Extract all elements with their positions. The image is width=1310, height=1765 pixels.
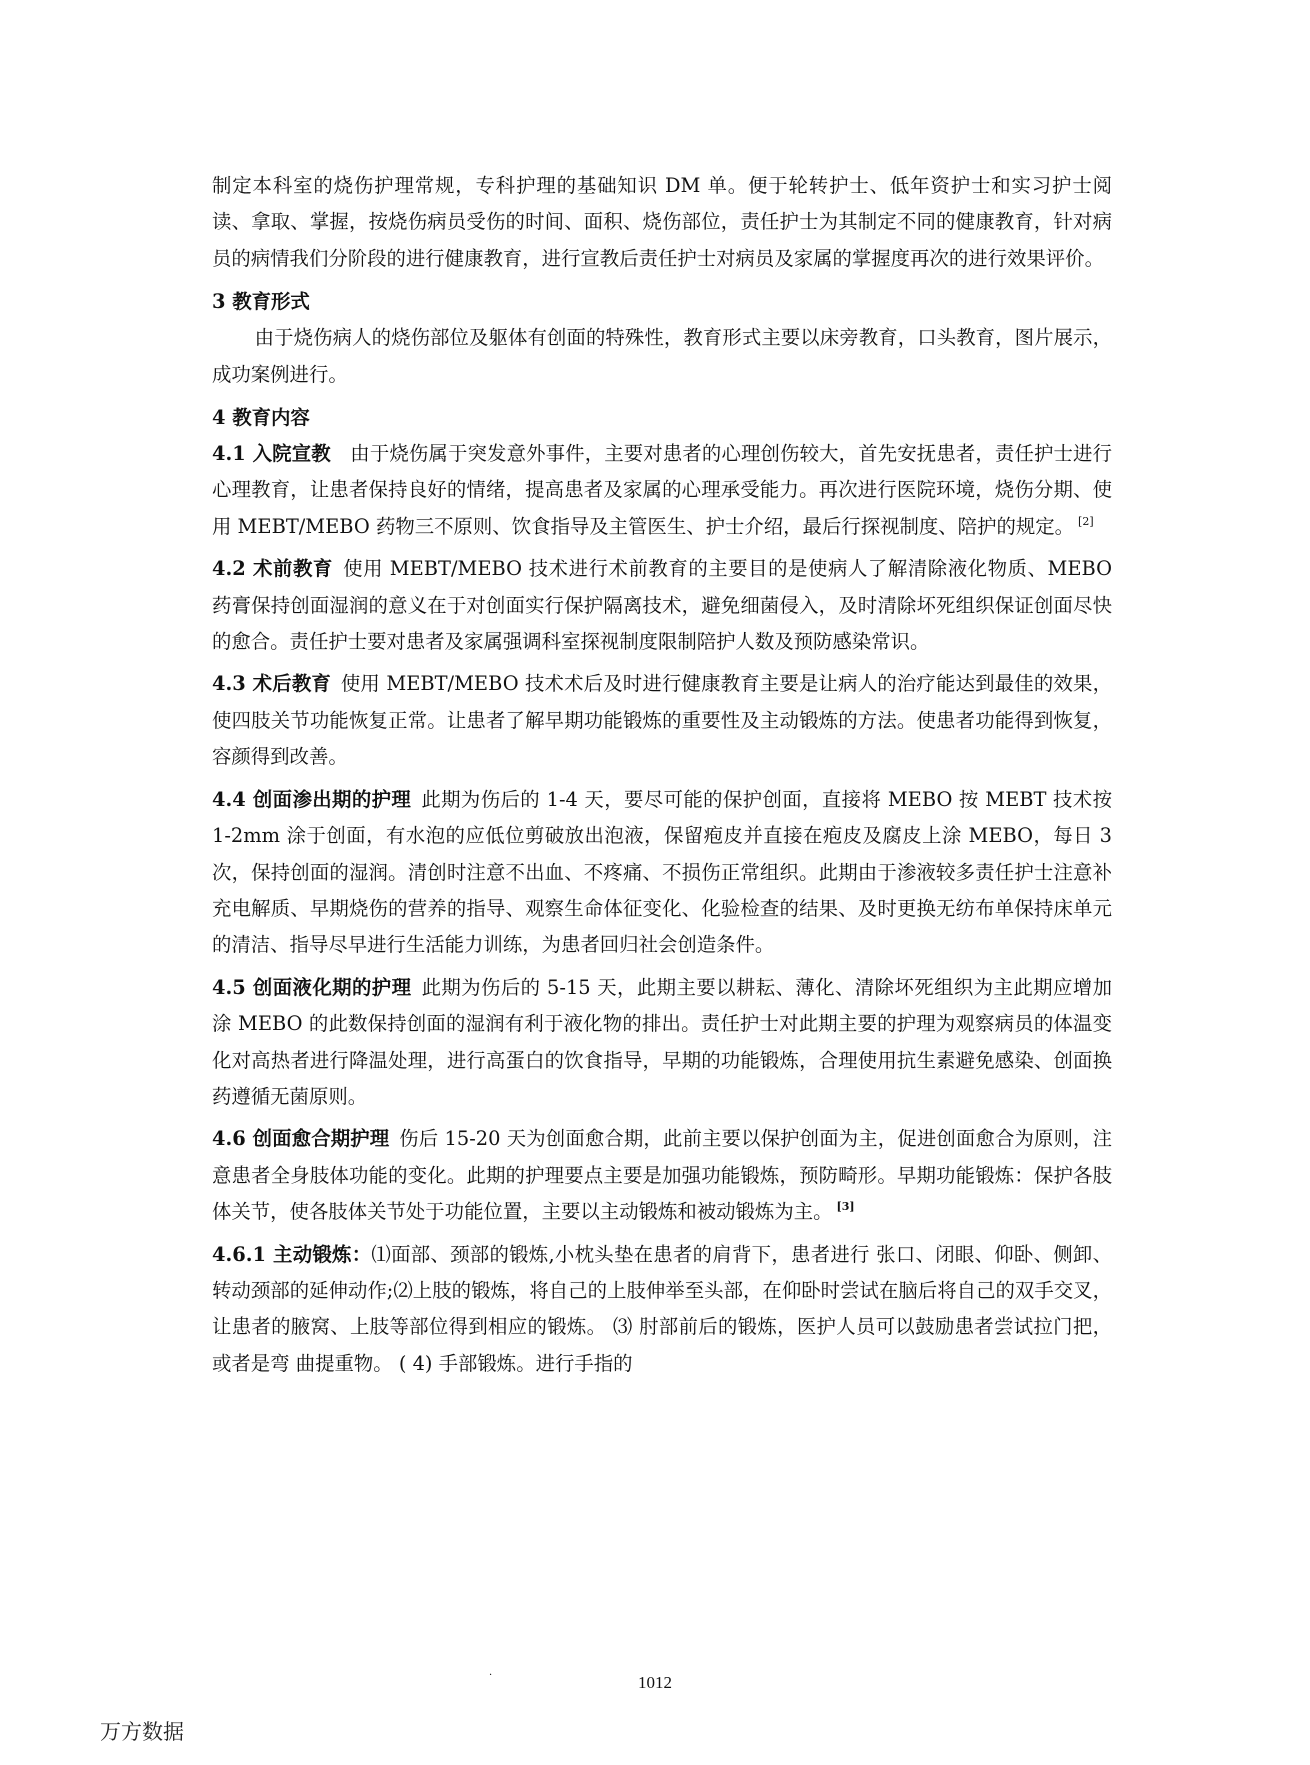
section-4-1-paragraph — [212, 436, 1112, 545]
section-4-6-1-heading: 4.6.1 主动锻炼： — [212, 1242, 372, 1266]
section-4-5-heading: 4.5 创面液化期的护理 — [212, 975, 412, 999]
section-4-5-text: 此期为伤后的 5-15 天，此期主要以耕耘、薄化、清除坏死组织为主此期应增加涂 MEBO 的此数保持创面的湿润有利于液化物的排出。责任护士对此期主要的护理为观察病员的体温变化对高热者进行降温处理，进行高蛋白的饮食指导，早期的功能锻炼，合理使用抗生素避免感染、创面换药遵循无菌原则。 — [212, 975, 1112, 1108]
section-3-heading: 3 教育形式 — [212, 290, 310, 314]
section-4-3-paragraph — [212, 666, 1112, 775]
section-4-heading: 4 教育内容 — [212, 406, 310, 430]
citation-2: [2] — [1078, 514, 1094, 528]
section-4-4-heading: 4.4 创面渗出期的护理 — [212, 787, 412, 811]
section-4-1-heading: 4.1 入院宣教 — [212, 442, 331, 466]
section-3-paragraph: 由于烧伤病人的烧伤部位及躯体有创面的特殊性，教育形式主要以床旁教育，口头教育，图片展示，成功案例进行。 — [212, 326, 1112, 386]
scan-dot: · — [489, 1670, 493, 1681]
page-number: 1012 — [638, 1673, 672, 1692]
section-4-3-heading: 4.3 术后教育 — [212, 672, 331, 696]
section-4-6-text: 伤后 15-20 天为创面愈合期，此前主要以保护创面为主，促进创面愈合为原则，注意患者全身肢体功能的变化。此期的护理要点主要是加强功能锻炼，预防畸形。早期功能锻炼：保护各肢体关节，使各肢体关节处于功能位置，主要以主动锻炼和被动锻炼为主。 — [212, 1127, 1112, 1224]
wanfang-watermark: 万方数据 — [100, 1720, 184, 1744]
section-4-6-heading: 4.6 创面愈合期护理 — [212, 1127, 390, 1151]
section-4-2-paragraph — [212, 551, 1112, 660]
section-4-2-heading: 4.2 术前教育 — [212, 557, 333, 581]
section-4-6-1-text: ⑴面部、颈部的锻炼,小枕头垫在患者的肩背下，患者进行 张口、闭眼、仰卧、侧卸、转动颈部的延伸动作;⑵上肢的锻炼，将自己的上肢伸举至头部，在仰卧时尝试在脑后将自己的双手交叉，让患者的腋窝、上肢等部位得到相应的锻炼。 ⑶ 肘部前后的锻炼，医护人员可以鼓励患者尝试拉门把，或者是弯 曲提重物。 ( 4) 手部锻炼。进行手指的 — [212, 1242, 1112, 1375]
section-4-5-paragraph — [212, 970, 1112, 1116]
section-4-4-text: 此期为伤后的 1-4 天，要尽可能的保护创面，直接将 MEBO 按 MEBT 技术按 1-2mm 涂于创面，有水泡的应低位剪破放出泡液，保留疱皮并直接在疱皮及腐皮上涂 MEBO，每日 3 次，保持创面的湿润。清创时注意不出血、不疼痛、不损伤正常组织。此期由于渗液较多责任护士注意补充电解质、早期烧伤的营养的指导、观察生命体征变化、化验检查的结果、及时更换无纺布单保持床单元的清洁、指导尽早进行生活能力训练，为患者回归社会创造条件。 — [212, 787, 1112, 957]
body-text — [212, 168, 1112, 1388]
citation-3: [3] — [836, 1200, 855, 1214]
intro-paragraph: 制定本科室的烧伤护理常规，专科护理的基础知识 DM 单。便于轮转护士、低年资护士和实习护士阅读、拿取、掌握，按烧伤病员受伤的时间、面积、烧伤部位，责任护士为其制定不同的健康教育，针对病员的病情我们分阶段的进行健康教育，进行宣教后责任护士对病员及家属的掌握度再次的进行效果评价。 — [212, 174, 1112, 270]
section-4-2-text: 使用 MEBT/MEBO 技术进行术前教育的主要目的是使病人了解清除液化物质、MEBO 药膏保持创面湿润的意义在于对创面实行保护隔离技术，避免细菌侵入，及时清除坏死组织保证创面尽快的愈合。责任护士要对患者及家属强调科室探视制度限制陪护人数及预防感染常识。 — [212, 557, 1112, 654]
section-4-6-paragraph — [212, 1121, 1112, 1230]
section-4-1-text: 由于烧伤属于突发意外事件，主要对患者的心理创伤较大，首先安抚患者，责任护士进行心理教育，让患者保持良好的情绪，提高患者及家属的心理承受能力。再次进行医院环境，烧伤分期、使用 MEBT/MEBO 药物三不原则、饮食指导及主管医生、护士介绍，最后行探视制度、陪护的规定。 — [212, 442, 1112, 538]
section-4-3-text: 使用 MEBT/MEBO 技术术后及时进行健康教育主要是让病人的治疗能达到最佳的效果，使四肢关节功能恢复正常。让患者了解早期功能锻炼的重要性及主动锻炼的方法。使患者功能得到恢复，容颜得到改善。 — [212, 672, 1112, 769]
section-4-4-paragraph — [212, 782, 1112, 964]
section-4-6-1-paragraph — [212, 1237, 1112, 1383]
